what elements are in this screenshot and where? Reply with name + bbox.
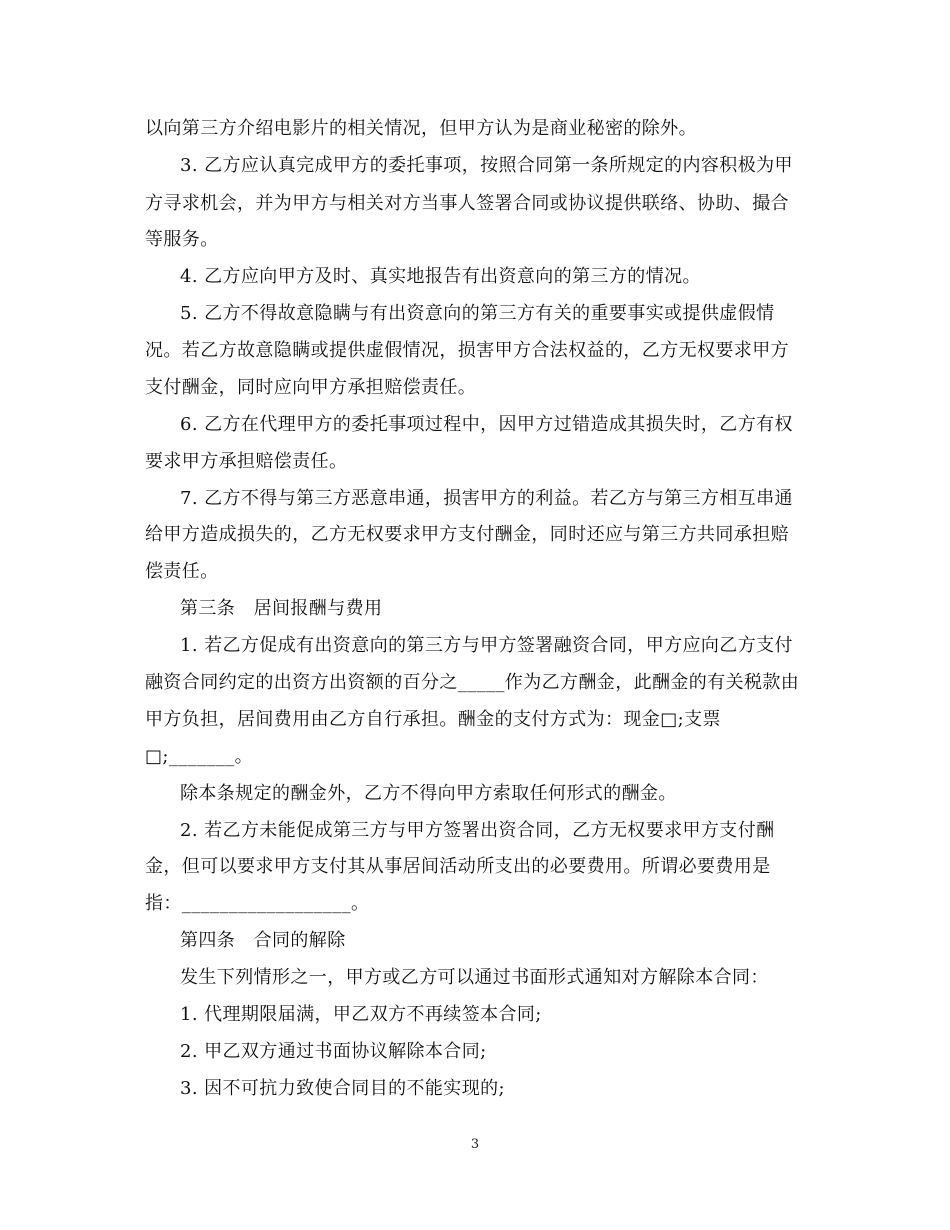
text-line: 1. 若乙方促成有出资意向的第三方与甲方签署融资合同，甲方应向乙方支付 — [180, 635, 793, 656]
text-line: 金，但可以要求甲方支付其从事居间活动所支出的必要费用。所谓必要费用是 — [145, 856, 771, 877]
text-line: 除本条规定的酬金外，乙方不得向甲方索取任何形式的酬金。 — [180, 783, 677, 804]
section-heading: 第四条 合同的解除 — [180, 930, 346, 951]
text-line: 2. 若乙方未能促成第三方与甲方签署出资合同，乙方无权要求甲方支付酬 — [180, 820, 775, 841]
text-line: 融资合同约定的出资方出资额的百分之_____作为乙方酬金，此酬金的有关税款由 — [145, 672, 800, 693]
text-line: 要求甲方承担赔偿责任。 — [145, 451, 348, 472]
text-line: 甲方负担，居间费用由乙方自行承担。酬金的支付方式为：现金□;支票 — [145, 709, 721, 730]
section-heading: 第三条 居间报酬与费用 — [180, 598, 383, 619]
text-line: 3. 乙方应认真完成甲方的委托事项，按照合同第一条所规定的内容积极为甲 — [180, 155, 793, 176]
text-line: 指：__________________。 — [145, 893, 370, 914]
text-line: 5. 乙方不得故意隐瞒与有出资意向的第三方有关的重要事实或提供虚假情 — [180, 303, 775, 324]
text-line: □;_______。 — [145, 746, 254, 767]
text-line: 偿责任。 — [145, 561, 219, 582]
list-item: 2. 甲乙双方通过书面协议解除本合同; — [180, 1041, 487, 1062]
text-line: 7. 乙方不得与第三方恶意串通，损害甲方的利益。若乙方与第三方相互串通 — [180, 488, 793, 509]
text-line: 给甲方造成损失的，乙方无权要求甲方支付酬金，同时还应与第三方共同承担赔 — [145, 524, 789, 545]
text-line: 况。若乙方故意隐瞒或提供虚假情况，损害甲方合法权益的，乙方无权要求甲方 — [145, 340, 789, 361]
list-item: 3. 因不可抗力致使合同目的不能实现的; — [180, 1078, 505, 1099]
text-line: 方寻求机会，并为甲方与相关对方当事人签署合同或协议提供联络、协助、撮合 — [145, 193, 789, 214]
text-line: 4. 乙方应向甲方及时、真实地报告有出资意向的第三方的情况。 — [180, 266, 701, 287]
text-line: 发生下列情形之一，甲方或乙方可以通过书面形式通知对方解除本合同： — [180, 967, 769, 988]
text-line: 支付酬金，同时应向甲方承担赔偿责任。 — [145, 377, 477, 398]
page-number: 3 — [470, 1137, 480, 1152]
text-line: 6. 乙方在代理甲方的委托事项过程中，因甲方过错造成其损失时，乙方有权 — [180, 414, 793, 435]
list-item: 1. 代理期限届满，甲乙双方不再续签本合同; — [180, 1004, 542, 1025]
text-line: 等服务。 — [145, 229, 219, 250]
text-line: 以向第三方介绍电影片的相关情况，但甲方认为是商业秘密的除外。 — [145, 118, 697, 139]
